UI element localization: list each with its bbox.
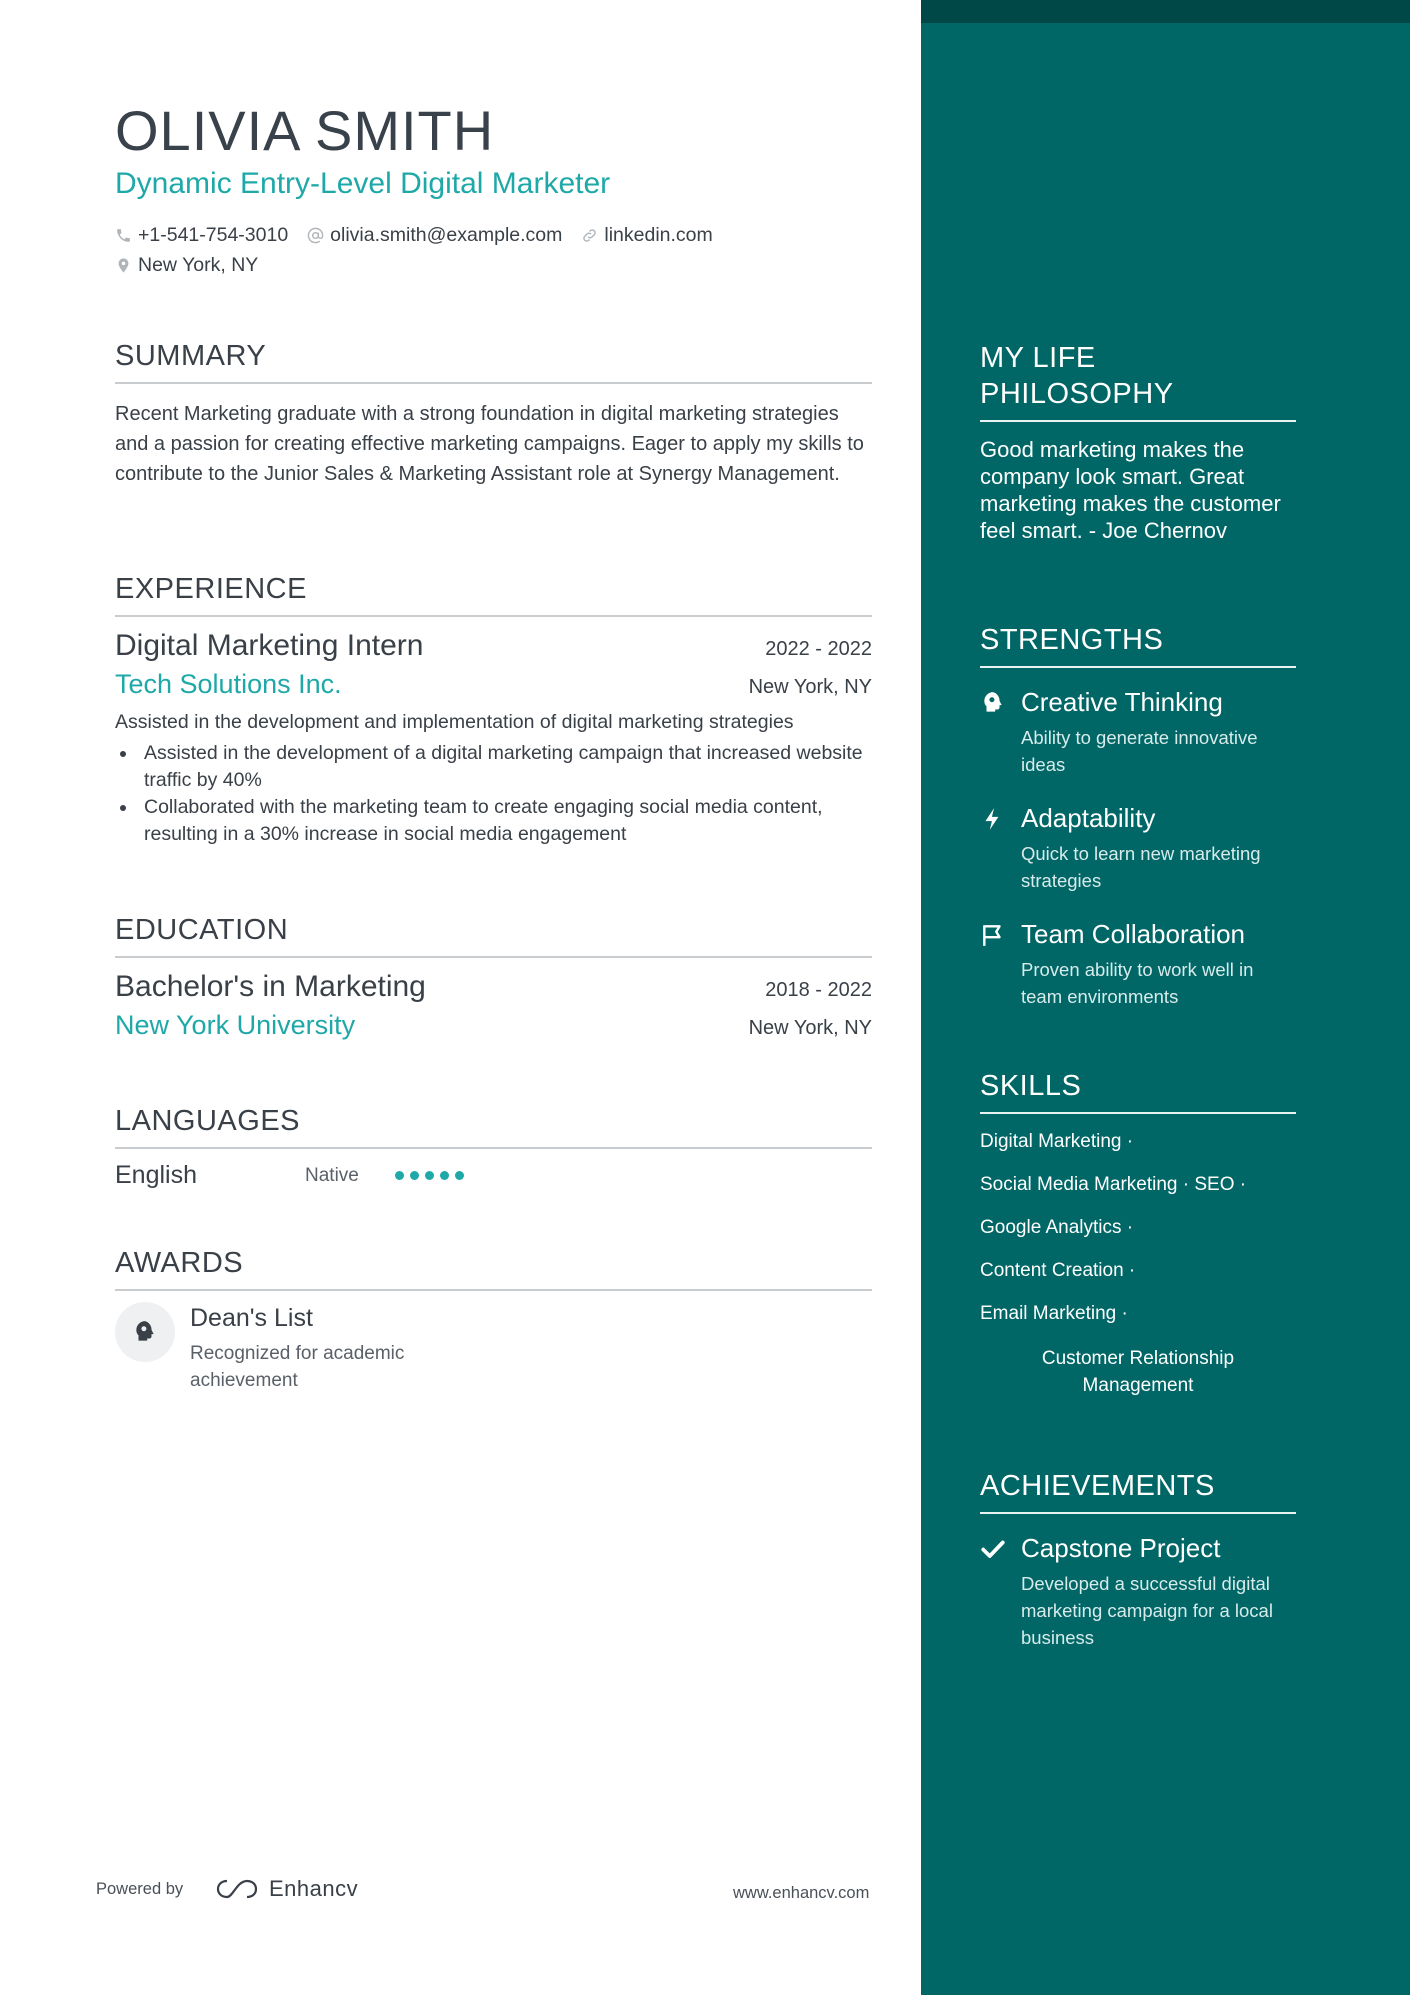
experience-section bbox=[115, 571, 872, 848]
rating-dot bbox=[410, 1171, 419, 1180]
job-dates: 2022 - 2022 bbox=[765, 638, 872, 660]
link-text[interactable]: linkedin.com bbox=[604, 224, 713, 246]
achievement-item bbox=[980, 1532, 1296, 1651]
brand-logo[interactable] bbox=[215, 1876, 358, 1902]
location-contact bbox=[115, 253, 258, 277]
job-description: Assisted in the development and implementation of digital marketing strategies bbox=[115, 711, 794, 733]
checkmark-icon bbox=[980, 1536, 1006, 1562]
lightning-icon bbox=[980, 806, 1006, 832]
strength-title: Creative Thinking bbox=[1021, 687, 1223, 717]
skill-line: Customer Relationship Management bbox=[1041, 1348, 1235, 1396]
phone-icon bbox=[115, 227, 132, 244]
powered-by-text: Powered by bbox=[96, 1880, 184, 1898]
company-name: Tech Solutions Inc. bbox=[115, 669, 342, 699]
languages-heading: LANGUAGES bbox=[115, 1103, 872, 1149]
summary-section bbox=[115, 338, 872, 489]
strength-title: Adaptability bbox=[1021, 803, 1156, 833]
email-contact bbox=[307, 223, 562, 247]
experience-heading: EXPERIENCE bbox=[115, 571, 872, 617]
strength-description: Proven ability to work well in team environments bbox=[1021, 959, 1254, 1007]
strength-item bbox=[980, 686, 1296, 778]
awards-section bbox=[115, 1245, 872, 1394]
job-bullets bbox=[115, 740, 872, 848]
experience-entry bbox=[115, 627, 872, 848]
school-name: New York University bbox=[115, 1010, 356, 1040]
rating-dot bbox=[455, 1171, 464, 1180]
language-level: Native bbox=[305, 1164, 359, 1186]
strength-item bbox=[980, 802, 1296, 894]
strength-description: Quick to learn new marketing strategies bbox=[1021, 843, 1261, 891]
education-section bbox=[115, 912, 872, 1042]
flag-icon bbox=[980, 922, 1006, 948]
candidate-name: OLIVIA SMITH bbox=[115, 99, 495, 162]
candidate-title: Dynamic Entry-Level Digital Marketer bbox=[115, 167, 611, 200]
skill-line: Google Analytics · bbox=[980, 1217, 1134, 1238]
strength-description: Ability to generate innovative ideas bbox=[1021, 727, 1258, 775]
email-text[interactable]: olivia.smith@example.com bbox=[330, 224, 563, 246]
head-brain-icon bbox=[980, 690, 1006, 716]
link-icon bbox=[581, 227, 598, 244]
philosophy-quote: Good marketing makes the company look smart. Great marketing makes the customer feel smart. - Joe Chernov bbox=[980, 437, 1281, 543]
philosophy-section bbox=[980, 340, 1296, 544]
job-bullet: Assisted in the development of a digital marketing campaign that increased website traffic by 40% bbox=[115, 740, 872, 794]
award-description: Recognized for academic achievement bbox=[190, 1343, 405, 1391]
school-location: New York, NY bbox=[748, 1017, 872, 1039]
summary-text: Recent Marketing graduate with a strong foundation in digital marketing strategies and a passion for creating effective marketing campaigns. Eager to apply my skills to contribute to the Junior Sales & Marketing Assistant role at Synergy Management. bbox=[115, 403, 864, 485]
rating-dot bbox=[395, 1171, 404, 1180]
skill-line: Social Media Marketing · SEO · bbox=[980, 1174, 1247, 1195]
skill-line: Digital Marketing · bbox=[980, 1131, 1134, 1152]
philosophy-heading: MY LIFE PHILOSOPHY bbox=[980, 340, 1296, 422]
skill-line: Email Marketing · bbox=[980, 1303, 1128, 1324]
phone-contact bbox=[115, 223, 288, 247]
location-text: New York, NY bbox=[138, 254, 259, 276]
phone-text[interactable]: +1-541-754-3010 bbox=[138, 224, 289, 246]
language-name: English bbox=[115, 1161, 197, 1189]
awards-heading: AWARDS bbox=[115, 1245, 872, 1291]
contact-row bbox=[115, 223, 732, 247]
achievements-heading: ACHIEVEMENTS bbox=[980, 1468, 1296, 1514]
language-entry bbox=[115, 1161, 872, 1190]
award-entry bbox=[115, 1302, 872, 1394]
strength-item bbox=[980, 918, 1296, 1010]
education-heading: EDUCATION bbox=[115, 912, 872, 958]
skill-line: Content Creation · bbox=[980, 1260, 1136, 1281]
education-entry bbox=[115, 968, 872, 1042]
strengths-section bbox=[980, 622, 1296, 1010]
rating-dot bbox=[425, 1171, 434, 1180]
head-brain-icon bbox=[132, 1319, 158, 1345]
skills-heading: SKILLS bbox=[980, 1068, 1296, 1114]
degree-title: Bachelor's in Marketing bbox=[115, 970, 426, 1003]
achievement-description: Developed a successful digital marketing campaign for a local business bbox=[1021, 1573, 1273, 1648]
rating-dot bbox=[440, 1171, 449, 1180]
job-bullet: Collaborated with the marketing team to create engaging social media content, resulting in a 30% increase in social media engagement bbox=[115, 794, 872, 848]
enhancv-logo-icon bbox=[215, 1877, 263, 1901]
map-pin-icon bbox=[115, 257, 132, 274]
summary-heading: SUMMARY bbox=[115, 338, 872, 384]
sidebar bbox=[921, 0, 1410, 1995]
languages-section bbox=[115, 1103, 872, 1190]
link-contact bbox=[581, 223, 712, 247]
strengths-heading: STRENGTHS bbox=[980, 622, 1296, 668]
award-icon-circle bbox=[115, 1302, 175, 1362]
website-link[interactable]: www.enhancv.com bbox=[733, 1884, 870, 1902]
job-title: Digital Marketing Intern bbox=[115, 629, 424, 662]
education-dates: 2018 - 2022 bbox=[765, 979, 872, 1001]
sidebar-top-bar bbox=[921, 0, 1410, 23]
award-title: Dean's List bbox=[190, 1304, 313, 1332]
strength-title: Team Collaboration bbox=[1021, 919, 1246, 949]
at-sign-icon bbox=[307, 227, 324, 244]
location-row bbox=[115, 253, 277, 277]
language-rating-dots bbox=[395, 1171, 470, 1180]
achievement-title: Capstone Project bbox=[1021, 1533, 1221, 1563]
achievements-section bbox=[980, 1468, 1296, 1651]
brand-name: Enhancv bbox=[269, 1876, 359, 1901]
skills-section bbox=[980, 1068, 1296, 1399]
job-location: New York, NY bbox=[748, 676, 872, 698]
